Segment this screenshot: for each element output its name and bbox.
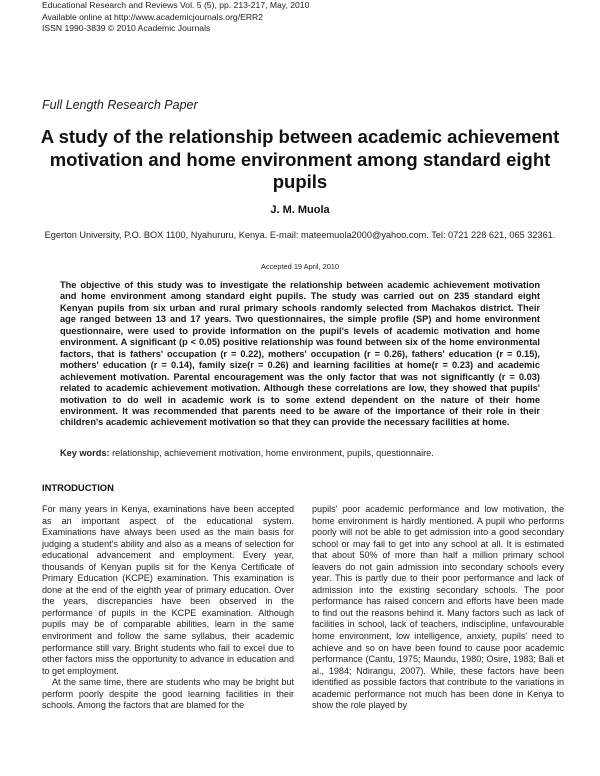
journal-citation-line: Educational Research and Reviews Vol. 5 (5), pp. 213-217, May, 2010 [42, 0, 310, 10]
keywords-line [60, 448, 540, 458]
accepted-date: Accepted 19 April, 2010 [260, 262, 340, 271]
abstract-text: The objective of this study was to investigate the relationship between academic achievement motivation and home environment among standard eight pupils. The study was carried out on 235 standard eight Kenyan pupils from six urban and rural primary schools randomly selected from Machakos district. Their age ranged between 13 and 17 years. Two questionnaires, the simple profile (SP) and home environment questionnaire, were used to provide information on the pupil's levels of academic motivation and home environment. A significant (p < 0.05) positive relationship was found between six of the home environmental factors, that is fathers' occupation (r = 0.22), mothers' occupation (r = 0.26), fathers' education (r = 0.15), mothers' education (r = 0.14), family size(r = 0.26) and learning facilities at home(r = 0.23) and academic achievement motivation. Parental encouragement was the only factor that was not significantly (r = 0.03) related to academic achievement motivation. Although these correlations are low, they showed that pupils' motivation to do well in academic work is to some extend dependent on the nature of their home environment. It was recommended that parents need to be aware of the importance of their role in their children's academic achievement motivation so that they can provide the necessary facilities at home. [60, 280, 540, 428]
paper-title: A study of the relationship between academic achievement motivation and home environment among standard eight pupils [40, 126, 560, 192]
journal-masthead [42, 0, 309, 35]
journal-issn-line: ISSN 1990-3839 © 2010 Academic Journals [42, 23, 211, 33]
introduction-paragraph-3: pupils' poor academic performance and low motivation, the home environment is hardly mentioned. A pupil who performs poorly will not be able to get admission into a good secondary school or may fail to get into any school at all. It is estimated that about 50% of more than half a million primary school leavers do not gain admission into secondary schools every year. This is partly due to their poor performance and lack of admission into the existing secondary schools. The poor performance has raised concern and efforts have been made to find out the reasons behind it. Many factors such as lack of facilities in school, lack of teachers, indiscipline, unfavourable home environment, low intelligence, anxiety, pupils' need to achieve and so on have been found to cause poor academic performance (Cantu, 1975; Maundu, 1980; Osire, 1983; Bali et al., 1984; Ndirangu, 2007). While, these factors have been identified as possible factors that contribute to the variations in academic performance not much has been done in Kenya to show the role played by [312, 504, 564, 711]
introduction-paragraph-2: At the same time, there are students who may be bright but perform poorly despite the good learning facilities in their schools. Among the factors that are blamed for the [42, 677, 294, 711]
journal-url-line: Available online at http://www.academicjournals.org/ERR2 [42, 11, 264, 22]
body-column-left [42, 504, 294, 712]
introduction-paragraph-1: For many years in Kenya, examinations have been accepted as an important aspect of the educational system. Examinations have always been used as the main basis for judging a student's ability and also as a means of selection for educational advancement and employment. Every year, thousands of Kenyan pupils sit for the Kenya Certificate of Primary Education (KCPE) examination. This examination is done at the end of the eighth year of primary education. Over the years, discrepancies have been observed in the performance of pupils in the KCPE examination. Although pupils may be of comparable abilities, learn in the same environment and follow the same syllabus, their academic performance still vary. Bright students who fail to excel due to other factors miss the opportunity to advance in education and to get employment. [42, 504, 294, 676]
keywords-list: relationship, achievement motivation, home environment, pupils, questionnaire. [112, 448, 434, 458]
author-name: J. M. Muola [270, 204, 330, 216]
author-affiliation: Egerton University, P.O. BOX 1100, Nyahururu, Kenya. E-mail: mateemuola2000@yahoo.com. Tel: 0721 228 621, 065 32361. [44, 230, 556, 240]
paper-type-label: Full Length Research Paper [42, 98, 198, 112]
keywords-label: Key words: [60, 448, 110, 458]
body-column-right [312, 504, 564, 712]
introduction-heading: INTRODUCTION [42, 482, 114, 493]
